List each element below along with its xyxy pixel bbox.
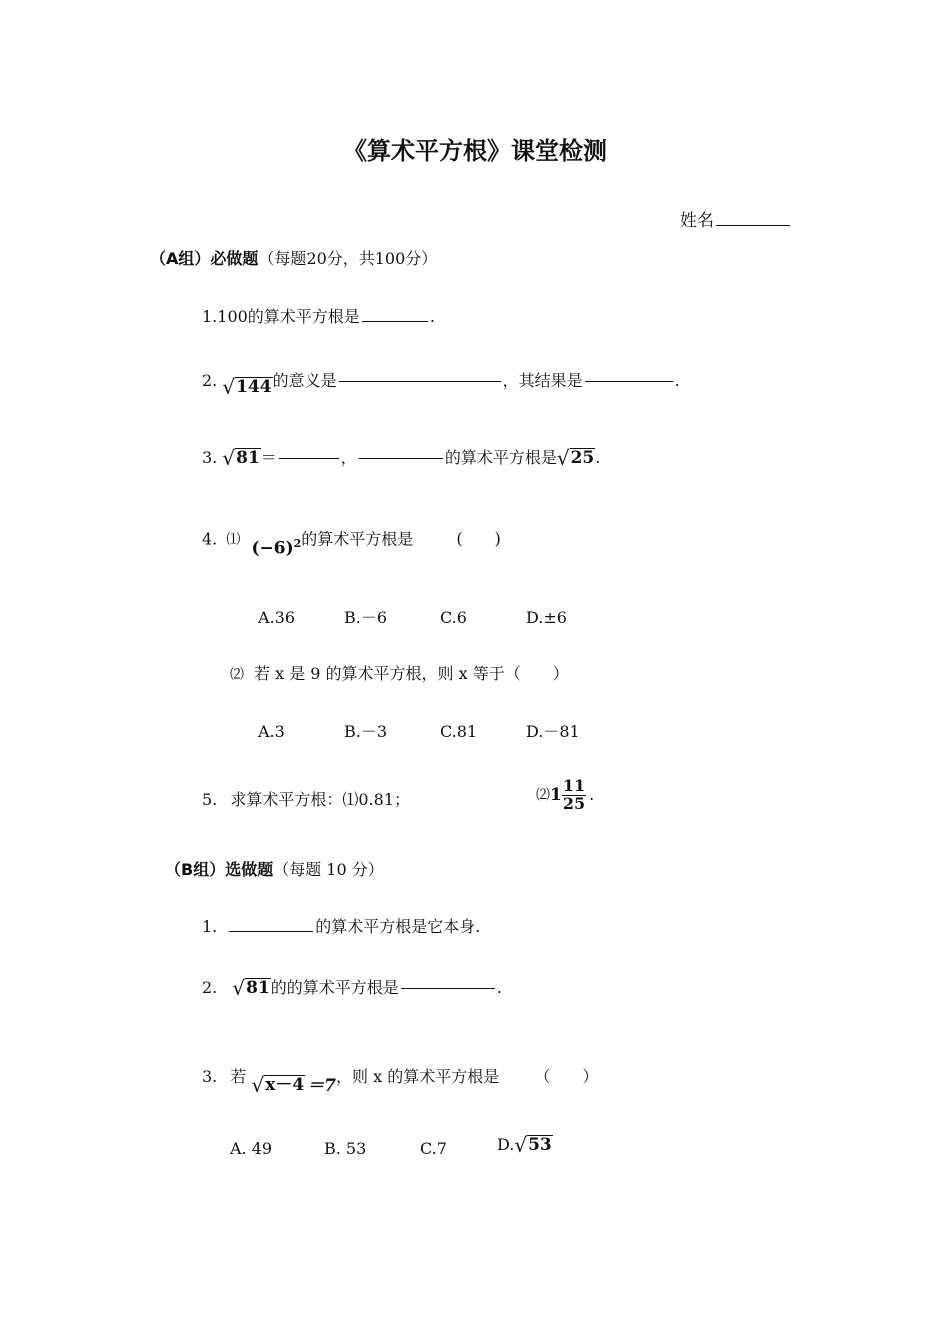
question-text: 的算术平方根是它本身. bbox=[315, 917, 481, 936]
question-number: 2. bbox=[202, 371, 218, 390]
question-number: 4. bbox=[202, 529, 218, 549]
answer-blank-2[interactable] bbox=[359, 457, 443, 459]
equals-sign: ＝ bbox=[260, 448, 277, 467]
name-blank[interactable] bbox=[716, 224, 790, 226]
radicand: x－4 bbox=[265, 1075, 305, 1096]
period: . bbox=[595, 448, 601, 467]
radical-sign: √ bbox=[222, 375, 236, 399]
sqrt-expression-25 bbox=[557, 448, 595, 468]
option-d[interactable]: D.±6 bbox=[526, 608, 567, 627]
sub-question-1: ⑴0.81； bbox=[342, 790, 411, 809]
question-b3 bbox=[202, 1059, 598, 1095]
section-b-title: （B组）选做题 bbox=[165, 860, 274, 879]
radicand: 53 bbox=[528, 1135, 552, 1156]
radicand: 25 bbox=[570, 448, 595, 469]
radical-sign: √ bbox=[222, 446, 236, 470]
question-number: 5. bbox=[202, 790, 218, 809]
radical-sign: √ bbox=[514, 1133, 528, 1157]
name-field bbox=[680, 213, 792, 230]
expression-exponent: 2 bbox=[293, 537, 302, 550]
option-b[interactable]: B.－6 bbox=[344, 608, 388, 627]
equation-rhs: ＝7 bbox=[307, 1076, 337, 1096]
question-text: 若 x 是 9 的算术平方根，则 x 等于（ ） bbox=[254, 664, 569, 683]
comma: ， bbox=[340, 448, 357, 467]
question-text: 的算术平方根是 bbox=[444, 448, 557, 467]
question-number: 2. bbox=[202, 978, 218, 997]
radical-sign: √ bbox=[232, 976, 246, 1000]
question-a3 bbox=[202, 448, 600, 468]
option-a[interactable]: A. 49 bbox=[230, 1139, 273, 1158]
question-text: 100的算术平方根是 bbox=[217, 307, 360, 326]
question-b2 bbox=[202, 978, 502, 998]
question-number: 3. bbox=[202, 448, 218, 467]
sqrt-expression-53 bbox=[514, 1135, 552, 1155]
sqrt-expression bbox=[232, 978, 270, 998]
answer-blank[interactable] bbox=[401, 987, 495, 989]
option-c[interactable]: C.7 bbox=[420, 1139, 447, 1158]
question-a4-part1 bbox=[202, 529, 501, 559]
fraction bbox=[562, 778, 586, 813]
question-a1 bbox=[202, 309, 435, 325]
question-a4-part2 bbox=[230, 666, 569, 682]
question-number: 1. bbox=[202, 307, 218, 326]
period: . bbox=[674, 371, 680, 390]
period: . bbox=[429, 307, 435, 326]
question-text: 的意义是 bbox=[272, 371, 337, 390]
section-a-note: （每题20分，共100分） bbox=[258, 249, 438, 268]
option-d-label: D. bbox=[497, 1135, 515, 1154]
section-b-note: （每题 10 分） bbox=[273, 860, 384, 879]
answer-blank[interactable] bbox=[279, 457, 339, 459]
question-a2 bbox=[202, 365, 680, 397]
radicand: 144 bbox=[236, 377, 272, 398]
radicand: 81 bbox=[236, 448, 260, 469]
name-label: 姓名 bbox=[680, 211, 714, 231]
answer-paren[interactable]: ( ) bbox=[456, 529, 501, 549]
option-c[interactable]: C.6 bbox=[440, 608, 467, 627]
answer-paren[interactable]: （ ） bbox=[534, 1067, 599, 1086]
section-b-heading bbox=[165, 862, 384, 878]
option-c[interactable]: C.81 bbox=[440, 722, 478, 741]
answer-blank[interactable] bbox=[339, 380, 501, 382]
radicand: 81 bbox=[246, 978, 270, 999]
mixed-number-whole: 1 bbox=[550, 784, 562, 805]
answer-blank[interactable] bbox=[229, 930, 313, 932]
part-label: ⑵ bbox=[230, 667, 244, 683]
question-number: 3. bbox=[202, 1067, 218, 1086]
radical-sign: √ bbox=[251, 1073, 265, 1097]
period: . bbox=[496, 978, 502, 997]
question-a5-part2 bbox=[536, 778, 594, 813]
question-text-2: ，其结果是 bbox=[502, 371, 583, 390]
option-b[interactable]: B.－3 bbox=[344, 722, 388, 741]
answer-blank[interactable] bbox=[362, 320, 428, 322]
option-b[interactable]: B. 53 bbox=[324, 1139, 367, 1158]
expression-base: (−6) bbox=[251, 538, 294, 559]
question-text: 的算术平方根是 bbox=[301, 529, 414, 549]
sqrt-expression-81 bbox=[222, 448, 260, 468]
power-expression bbox=[251, 538, 301, 558]
option-a[interactable]: A.3 bbox=[258, 722, 285, 741]
section-a-heading bbox=[150, 251, 437, 267]
section-a-title: （A组）必做题 bbox=[150, 249, 259, 268]
option-d[interactable] bbox=[497, 1135, 553, 1155]
period: . bbox=[589, 785, 595, 805]
part-label: ⑴ bbox=[226, 532, 241, 549]
question-number: 1. bbox=[202, 917, 218, 936]
sqrt-expression bbox=[222, 377, 272, 397]
question-text: ，则 x 的算术平方根是 bbox=[336, 1067, 500, 1086]
question-text: 求算术平方根： bbox=[230, 790, 343, 809]
question-text: 的的算术平方根是 bbox=[270, 978, 399, 997]
part-label: ⑵ bbox=[536, 787, 550, 804]
radical-sign: √ bbox=[556, 446, 570, 470]
option-a[interactable]: A.36 bbox=[258, 608, 295, 627]
page-title: 《算术平方根》课堂检测 bbox=[343, 137, 607, 165]
question-prefix: 若 bbox=[230, 1067, 247, 1086]
fraction-numerator: 11 bbox=[562, 776, 586, 795]
answer-blank-2[interactable] bbox=[585, 380, 673, 382]
question-b1 bbox=[202, 919, 480, 935]
fraction-denominator: 25 bbox=[562, 793, 586, 813]
option-d[interactable]: D.－81 bbox=[526, 722, 580, 741]
question-a5 bbox=[202, 792, 410, 808]
sqrt-equation bbox=[251, 1075, 336, 1095]
